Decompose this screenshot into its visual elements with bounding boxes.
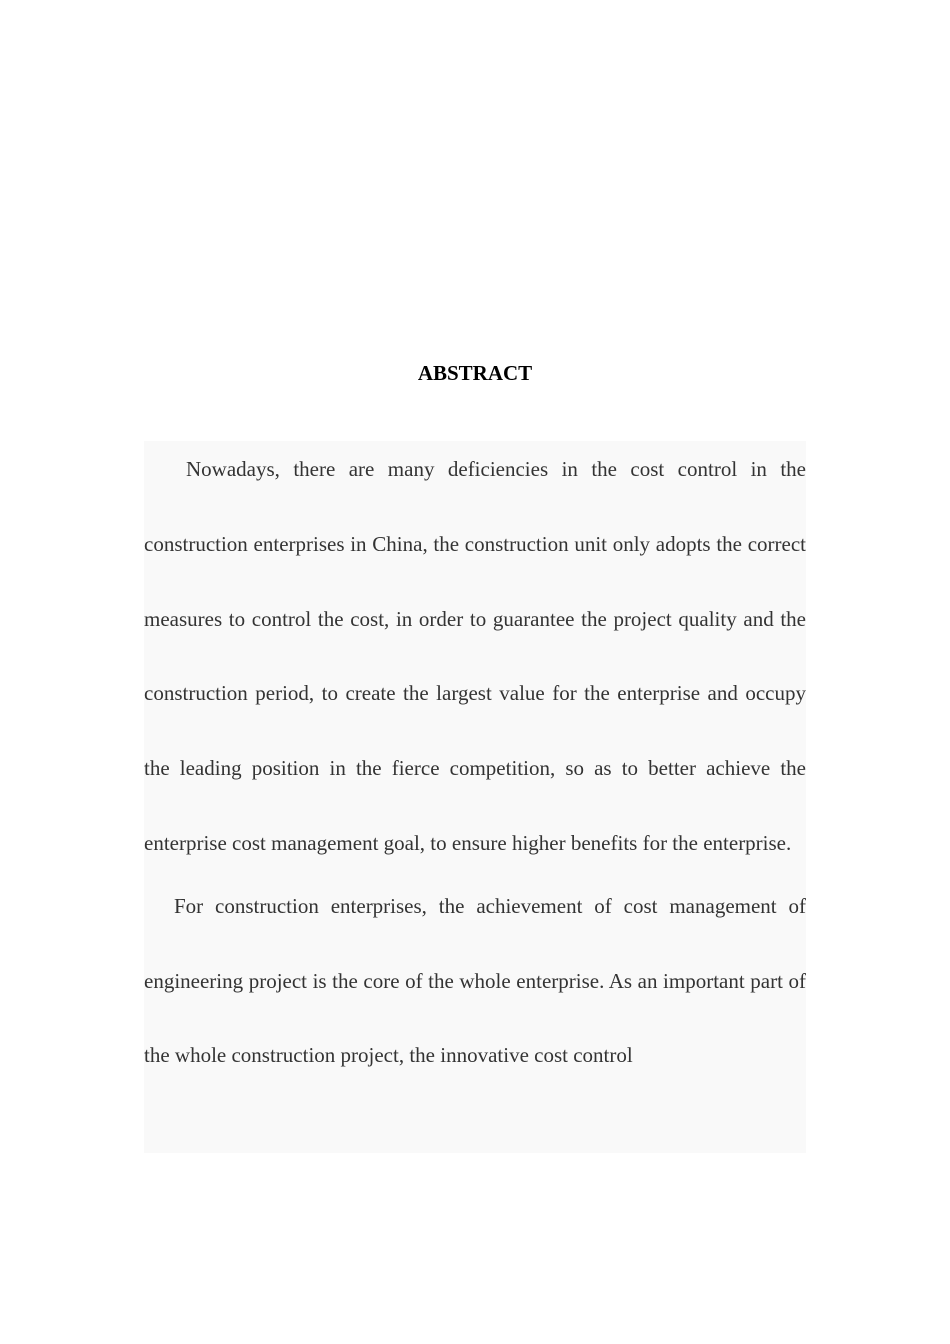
abstract-body — [144, 441, 806, 1153]
abstract-paragraph-2: For construction enterprises, the achievement of cost management of engineering project is the core of the whole enterprise. As an important part of the whole construction project, the innovative cost control — [144, 893, 806, 1068]
abstract-paragraph-1: Nowadays, there are many deficiencies in the cost control in the construction enterprises in China, the construction unit only adopts the correct measures to control the cost, in order to guarantee the project quality and the construction period, to create the largest value for the enterprise and occupy the leading position in the fierce competition, so as to better achieve the enterprise cost management goal, to ensure higher benefits for the enterprise. — [144, 457, 806, 855]
abstract-heading: ABSTRACT — [417, 361, 533, 385]
